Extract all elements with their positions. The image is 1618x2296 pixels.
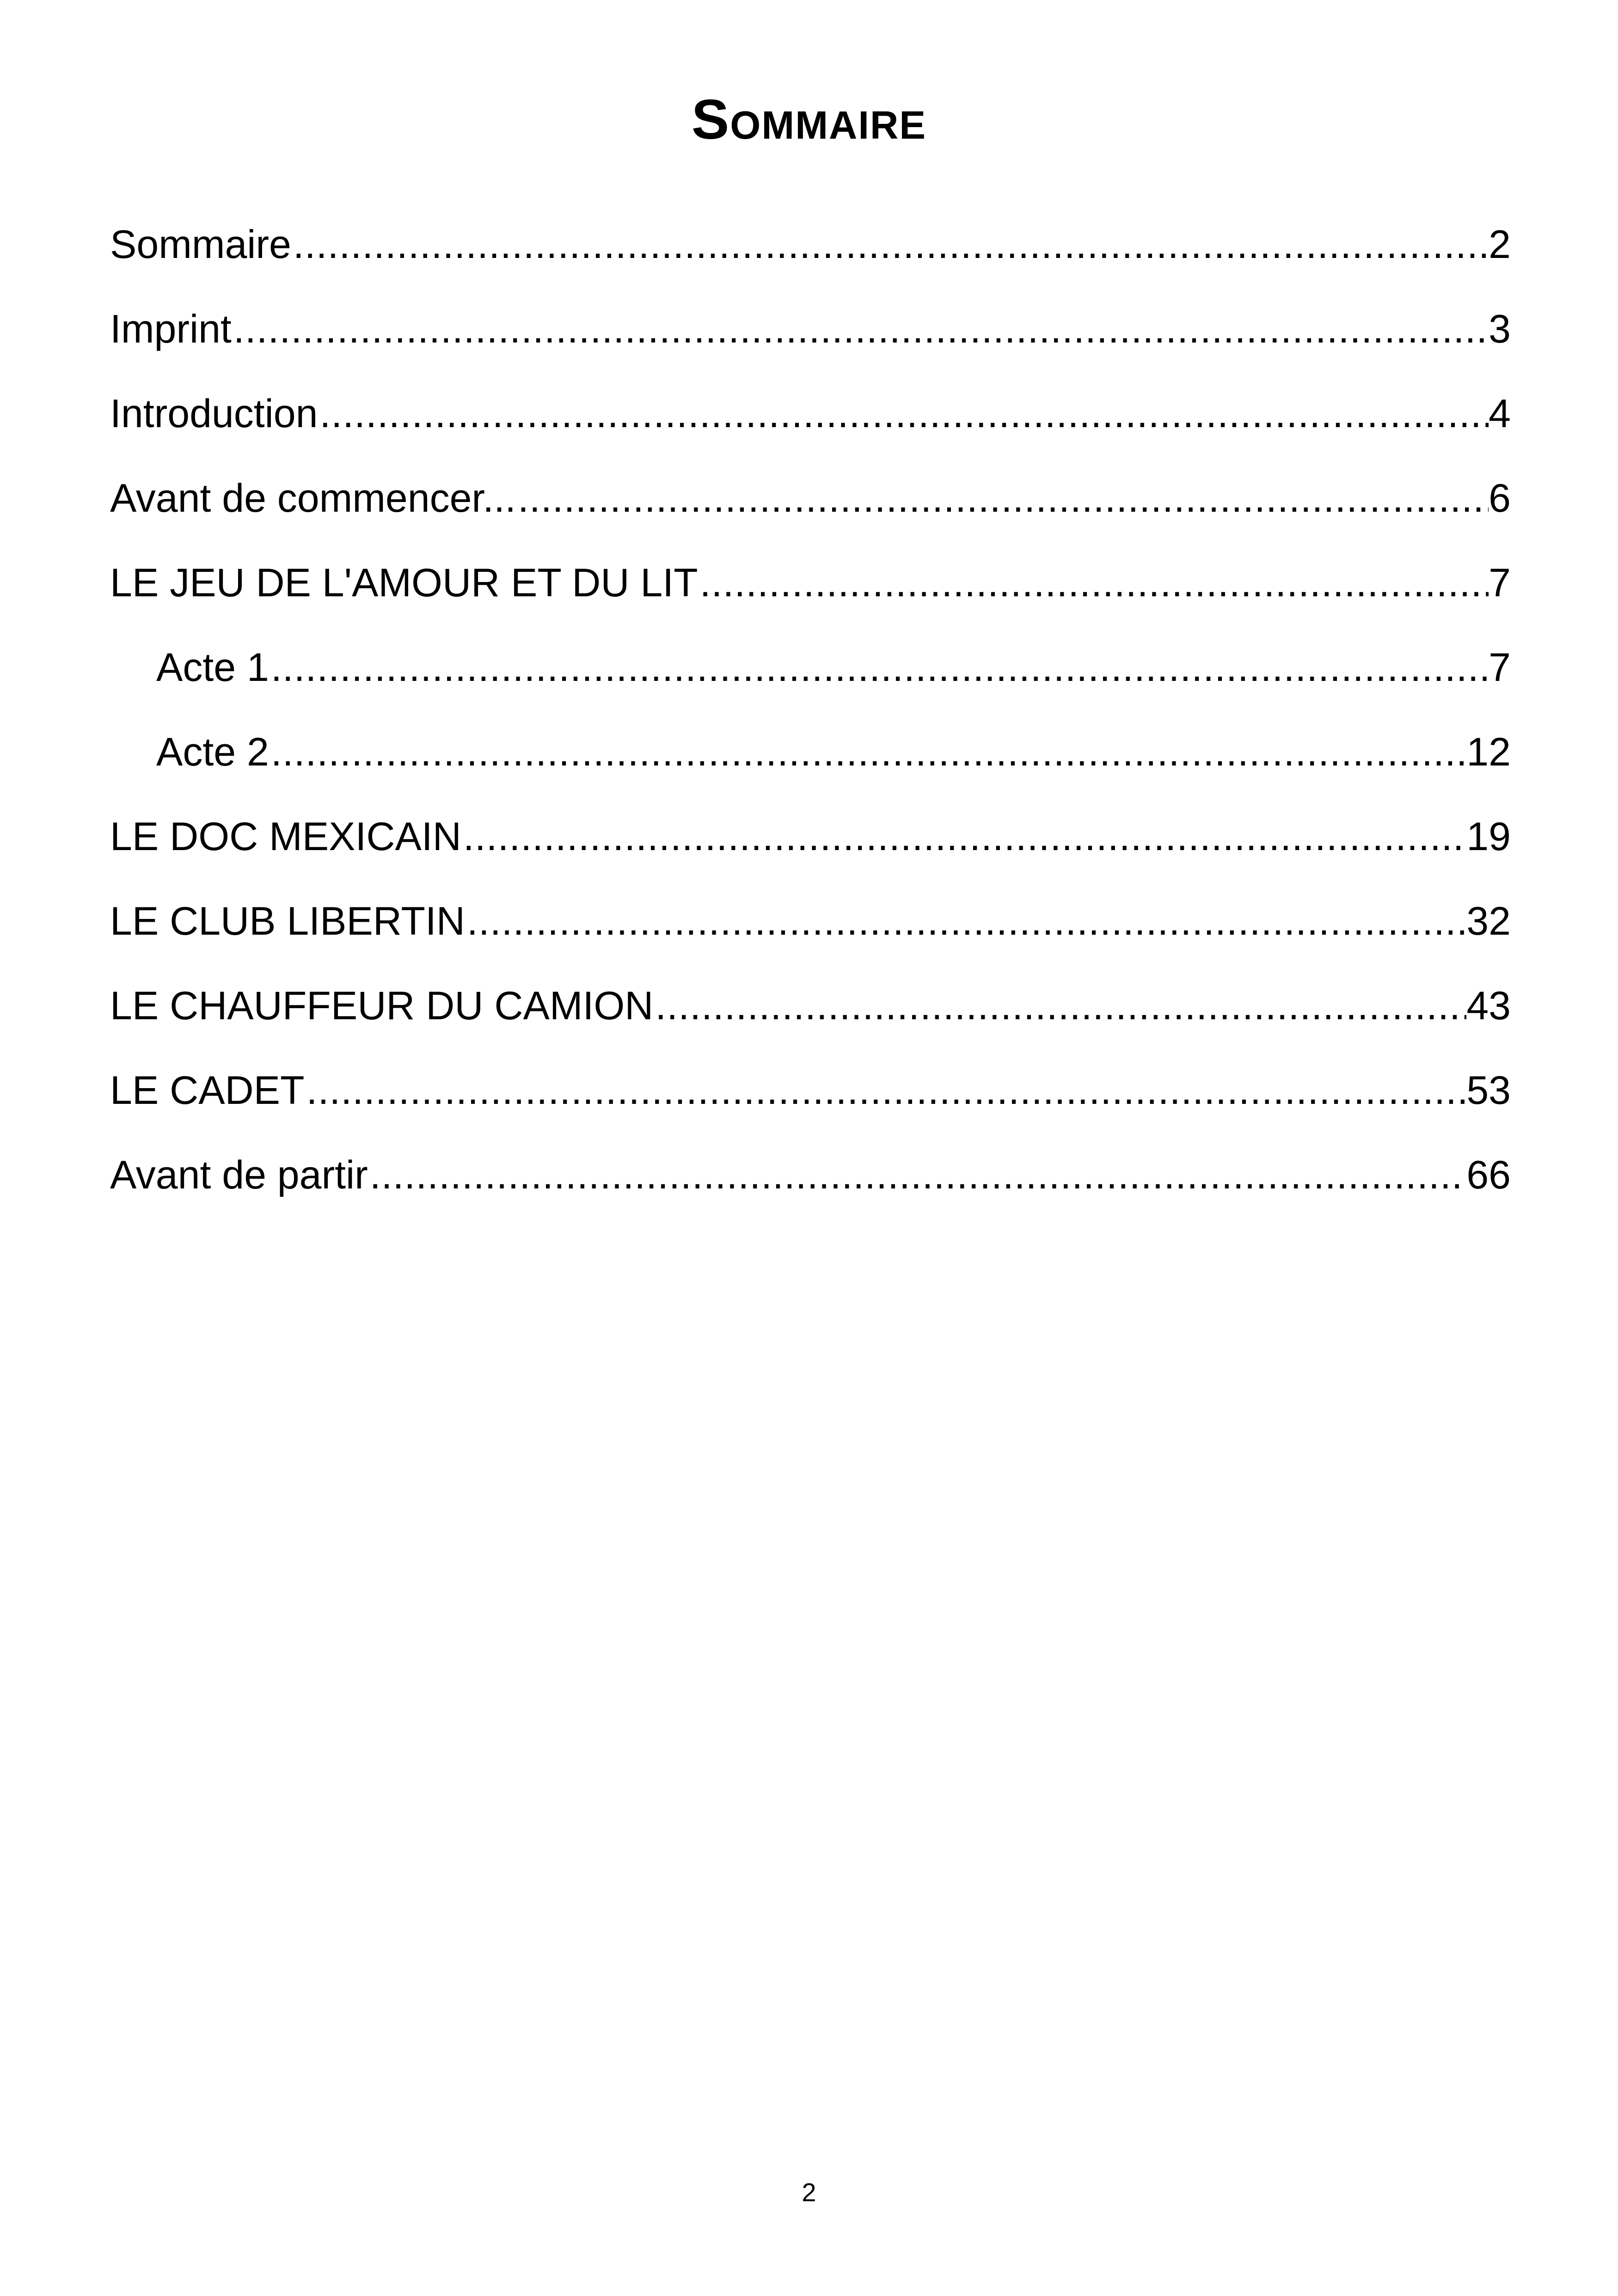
toc-leader-dots (269, 710, 1467, 795)
toc-leader-dots (698, 541, 1489, 625)
toc-entry-page: 3 (1489, 307, 1511, 351)
toc-entry[interactable] (110, 1133, 1511, 1218)
toc-leader-dots (516, 456, 1489, 541)
toc-entry[interactable] (110, 202, 1511, 287)
toc-entry-page: 7 (1489, 645, 1511, 690)
toc-subentry[interactable] (110, 625, 1511, 710)
toc-entry-label: LE CHAUFFEUR DU CAMION (110, 984, 654, 1028)
table-of-contents (110, 202, 1511, 1218)
toc-entry[interactable] (110, 795, 1511, 879)
toc-leader-dots (653, 964, 1466, 1048)
toc-entry-label: Avant de commencer... (110, 476, 516, 520)
toc-entry[interactable] (110, 287, 1511, 372)
toc-leader-dots (291, 202, 1489, 287)
toc-entry-page: 19 (1466, 814, 1511, 859)
toc-entry-label: Avant de partir (110, 1153, 368, 1197)
toc-entry[interactable] (110, 1048, 1511, 1133)
toc-entry-page: 43 (1466, 984, 1511, 1028)
toc-entry-label: Acte 2 (156, 730, 269, 774)
toc-entry-label: LE JEU DE L'AMOUR ET DU LIT (110, 561, 698, 605)
toc-leader-dots (461, 795, 1467, 879)
page-number: 2 (802, 2178, 816, 2207)
toc-entry[interactable] (110, 879, 1511, 964)
toc-leader-dots (465, 879, 1466, 964)
toc-entry[interactable] (110, 372, 1511, 456)
toc-entry[interactable] (110, 964, 1511, 1048)
toc-entry-page: 12 (1466, 730, 1511, 774)
toc-entry-label: Acte 1 (156, 645, 269, 690)
toc-entry-page: 4 (1489, 392, 1511, 436)
toc-leader-dots (232, 287, 1489, 372)
toc-entry-page: 66 (1466, 1153, 1511, 1197)
toc-entry-label: LE CLUB LIBERTIN (110, 899, 465, 943)
toc-subentry[interactable] (110, 710, 1511, 795)
toc-entry-page: 6 (1489, 476, 1511, 520)
toc-entry[interactable] (110, 456, 1511, 541)
toc-entry-page: 7 (1489, 561, 1511, 605)
toc-entry[interactable] (110, 541, 1511, 625)
toc-leader-dots (305, 1048, 1467, 1133)
toc-entry-page: 32 (1466, 899, 1511, 943)
toc-leader-dots (269, 625, 1489, 710)
toc-leader-dots (368, 1133, 1467, 1218)
toc-entry-label: LE CADET (110, 1068, 305, 1113)
page-title: Sommaire (691, 88, 927, 151)
toc-entry-page: 2 (1489, 222, 1511, 267)
toc-entry-label: Introduction (110, 392, 318, 436)
toc-entry-label: Imprint (110, 307, 232, 351)
toc-entry-page: 53 (1466, 1068, 1511, 1113)
toc-leader-dots (318, 372, 1489, 456)
toc-entry-label: LE DOC MEXICAIN (110, 814, 461, 859)
toc-entry-label: Sommaire (110, 222, 291, 267)
